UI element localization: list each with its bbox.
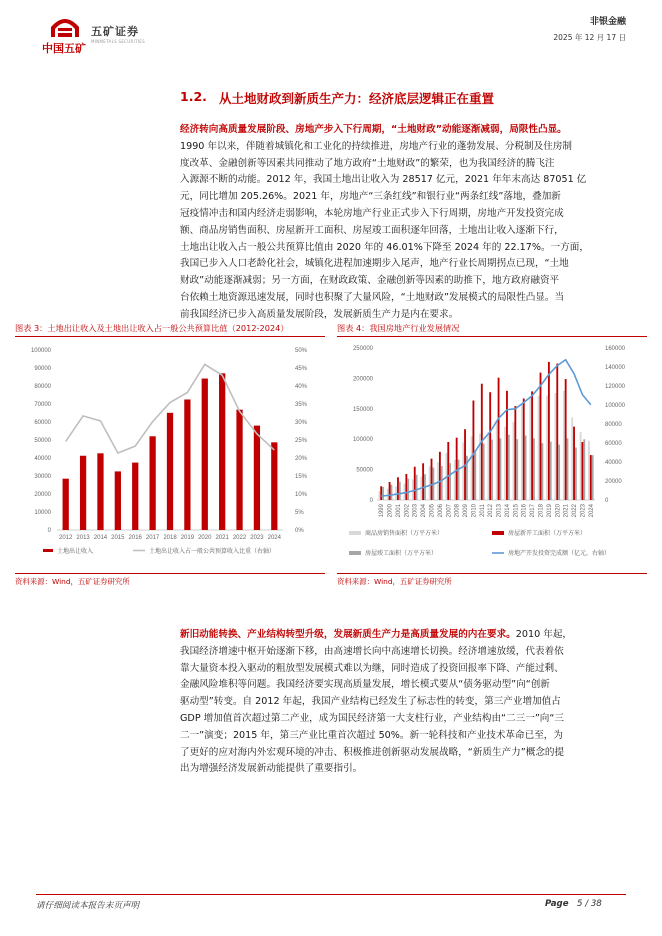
y-right-tick-label: 15%: [295, 474, 308, 480]
y-right-tick-label: 0: [605, 498, 609, 504]
y-right-tick-label: 160000: [605, 346, 626, 352]
bar-new-start-area: [506, 391, 508, 500]
x-tick-label: 2023: [250, 535, 264, 541]
y-left-tick-label: 100000: [352, 437, 373, 444]
y-right-tick-label: 10%: [295, 492, 308, 498]
bar-completed-area: [382, 487, 384, 500]
paragraph-line: 金融风险堆积等问题。我国经济要实现高质量发展，增长模式要从“债务驱动型”向“创新: [180, 679, 550, 691]
bar-completed-area: [533, 438, 535, 500]
legend-new-start-area-swatch: [492, 531, 504, 535]
footer-disclaimer: 请仔细阅读本报告末页声明: [36, 901, 140, 911]
paragraph-lead: 新旧动能转换、产业结构转型升级，发展新质生产力是高质量发展的内在要求。2010 年起，: [180, 629, 573, 640]
bar-sales-area: [387, 489, 389, 500]
legend-sales-area-label: 商品房销售面积（万平方米）: [365, 531, 444, 537]
x-tick-label: 2016: [521, 504, 528, 518]
footer-page-number: 5 / 38: [577, 899, 602, 909]
x-tick-label: 2022: [572, 504, 579, 518]
bar-completed-area: [449, 463, 451, 500]
x-tick-label: 2021: [563, 504, 570, 518]
paragraph-land-finance: [180, 122, 626, 324]
bar-sales-area: [454, 460, 456, 500]
x-tick-label: 2009: [463, 504, 470, 518]
x-tick-label: 2017: [530, 504, 537, 518]
bar-sales-area: [462, 442, 464, 500]
paragraph-new-productivity: [180, 627, 626, 778]
x-tick-label: 2005: [429, 504, 436, 518]
bar-completed-area: [592, 455, 594, 500]
x-tick-label: 2014: [93, 535, 108, 541]
bar-land-revenue: [254, 426, 260, 530]
x-tick-label: 2024: [267, 535, 281, 541]
paragraph-lead: 经济转向高质量发展阶段、房地产步入下行周期，“土地财政”动能逐渐减弱，局限性凸显。: [180, 124, 567, 135]
bar-sales-area: [378, 491, 380, 500]
paragraph-line: 土地出让收入占一般公共预算比值由 2020 年的 46.01%下降至 2024 年的 22.17%。一方面，: [180, 241, 589, 253]
bar-sales-area: [412, 479, 414, 500]
paragraph-line: 我国经济增速中枢开始逐渐下移，由高速增长向中高速增长切换。经济增速放缓，代表着依: [180, 645, 564, 657]
bar-land-revenue: [167, 413, 173, 530]
y-right-tick-label: 0%: [295, 528, 304, 534]
bar-completed-area: [441, 466, 443, 500]
bar-new-start-area: [582, 442, 584, 500]
paragraph-line: 入源源不断的动能。2012 年，我国土地出让收入为 28517 亿元，2021 年年末高达 87051 亿: [180, 174, 587, 186]
y-left-tick-label: 100000: [30, 348, 51, 354]
x-tick-label: 2023: [580, 504, 587, 518]
y-left-tick-label: 80000: [34, 384, 51, 390]
legend-new-start-area-label: 房屋新开工面积（万平方米）: [508, 531, 587, 537]
bar-completed-area: [541, 443, 543, 500]
paragraph-line: 冠疫情冲击和国内经济走弱影响，本轮房地产行业正式步入下行周期，房地产开发投资完成: [180, 207, 564, 219]
bar-new-start-area: [397, 477, 399, 500]
y-left-tick-label: 0: [369, 498, 373, 504]
y-left-tick-label: 10000: [34, 510, 51, 516]
bar-completed-area: [399, 482, 401, 500]
bar-completed-area: [499, 438, 501, 500]
bar-completed-area: [483, 444, 485, 500]
bar-land-revenue: [115, 471, 121, 530]
x-tick-label: 2002: [404, 504, 411, 518]
bar-completed-area: [583, 439, 585, 500]
bar-new-start-area: [514, 406, 516, 500]
bar-sales-area: [588, 441, 590, 500]
bar-new-start-area: [573, 427, 575, 500]
bar-land-revenue: [149, 436, 155, 530]
bar-completed-area: [516, 439, 518, 500]
bar-land-revenue: [271, 442, 277, 530]
figure4-title: 图表 4：我国房地产行业发展情况: [337, 323, 460, 333]
bar-sales-area: [487, 432, 489, 500]
y-right-tick-label: 40000: [605, 460, 622, 466]
y-right-tick-label: 60000: [605, 441, 622, 447]
x-tick-label: 2016: [128, 535, 142, 541]
x-tick-label: 2021: [215, 535, 229, 541]
figure4-chart: [337, 340, 647, 572]
y-right-tick-label: 120000: [605, 384, 626, 390]
x-tick-label: 2008: [454, 504, 461, 518]
legend-investment-label: 房地产开发投资完成额（亿元，右轴）: [508, 551, 611, 557]
legend-label-land-revenue: 土地出让收入: [57, 549, 94, 555]
x-tick-label: 2000: [387, 504, 394, 518]
bar-sales-area: [504, 427, 506, 500]
figure4-bottom-rule: [337, 573, 647, 574]
bar-new-start-area: [439, 452, 441, 500]
bar-new-start-area: [405, 474, 407, 500]
x-tick-label: 2015: [513, 504, 520, 518]
bar-land-revenue: [184, 399, 190, 530]
x-tick-label: 2019: [546, 504, 553, 518]
x-tick-label: 2013: [76, 535, 90, 541]
y-right-tick-label: 30%: [295, 420, 308, 426]
y-left-tick-label: 0: [47, 528, 51, 534]
bar-completed-area: [407, 479, 409, 500]
bar-new-start-area: [431, 459, 433, 500]
x-tick-label: 2007: [446, 504, 453, 518]
bar-land-revenue: [202, 379, 208, 530]
x-tick-label: 2024: [588, 504, 595, 518]
x-tick-label: 2020: [198, 535, 212, 541]
x-tick-label: 2012: [488, 504, 495, 518]
bar-completed-area: [575, 448, 577, 500]
bar-completed-area: [491, 440, 493, 500]
paragraph-line: GDP 增加值首次超过第二产业，成为国民经济第一大支柱行业，产业结构由“二三一”向“三: [180, 712, 564, 724]
bar-sales-area: [513, 422, 515, 500]
bar-new-start-area: [414, 467, 416, 500]
y-right-tick-label: 45%: [295, 366, 308, 372]
y-left-tick-label: 200000: [352, 376, 373, 383]
bar-sales-area: [529, 397, 531, 500]
bar-sales-area: [429, 466, 431, 500]
x-tick-label: 2012: [59, 535, 73, 541]
y-left-tick-label: 50000: [34, 438, 51, 444]
x-tick-label: 2015: [111, 535, 125, 541]
bar-sales-area: [521, 404, 523, 500]
bar-new-start-area: [523, 399, 525, 500]
paragraph-line: 靠大量资本投入驱动的粗放型发展模式难以为继，同时造成了投资回报率下降、产能过剩、: [180, 662, 564, 674]
y-right-tick-label: 100000: [605, 403, 626, 409]
x-tick-label: 2017: [145, 535, 160, 541]
x-tick-label: 2010: [471, 504, 478, 518]
legend-sales-area-swatch: [349, 531, 361, 535]
y-right-tick-label: 50%: [295, 348, 308, 354]
section-number: 1.2.: [180, 89, 207, 104]
y-left-tick-label: 70000: [34, 402, 51, 408]
bar-completed-area: [458, 460, 460, 500]
figure3-rule: [15, 336, 325, 337]
x-tick-label: 2013: [496, 504, 503, 518]
y-left-tick-label: 30000: [34, 474, 51, 480]
paragraph-line: 我国已步入人口老龄化社会，城镇化进程加速期步入尾声，地产行业长周期拐点已现，“土地: [180, 258, 569, 270]
x-tick-label: 2011: [479, 504, 486, 517]
y-left-tick-label: 20000: [34, 492, 51, 498]
paragraph-line: 了更好的应对海内外宏观环境的冲击、积极推进创新驱动发展战略，“新质生产力”概念的提: [180, 746, 565, 758]
bar-completed-area: [550, 442, 552, 500]
bar-land-revenue: [80, 456, 86, 530]
bar-new-start-area: [498, 378, 500, 500]
paragraph-line: 元，同比增加 205.26%。2021 年，房地产“三条红线”和银行业“两条红线”落地，叠加新: [180, 191, 561, 203]
bar-completed-area: [416, 475, 418, 500]
bar-sales-area: [555, 393, 557, 500]
bar-sales-area: [563, 391, 565, 500]
bar-sales-area: [571, 417, 573, 500]
y-right-tick-label: 35%: [295, 402, 308, 408]
y-right-tick-label: 25%: [295, 438, 308, 444]
brand-block: [91, 23, 145, 44]
x-tick-label: 2014: [504, 504, 511, 518]
x-tick-label: 2022: [232, 535, 247, 541]
y-right-tick-label: 20000: [605, 479, 622, 485]
legend-swatch-land-revenue: [43, 549, 53, 552]
brand-name: 五矿证券: [91, 25, 139, 38]
bar-new-start-area: [380, 486, 382, 500]
paragraph-line: 出为增强经济发展新动能提供了重要指引。: [180, 763, 363, 775]
bar-new-start-area: [422, 463, 424, 500]
x-tick-label: 2001: [395, 504, 402, 518]
bar-land-revenue: [97, 453, 103, 530]
paragraph-line: 前我国经济已步入高质量发展阶段，发展新质生产力是内在要求。: [180, 308, 459, 320]
y-right-tick-label: 140000: [605, 365, 626, 371]
y-right-tick-label: 80000: [605, 422, 622, 428]
bar-new-start-area: [473, 401, 475, 500]
y-left-tick-label: 250000: [352, 346, 373, 352]
x-tick-label: 2019: [180, 535, 195, 541]
figure3-source: 资料来源：Wind，五矿证券研究所: [15, 577, 130, 586]
figure3-bottom-rule: [15, 573, 325, 574]
figure3-chart: [15, 340, 325, 572]
bar-sales-area: [546, 396, 548, 500]
company-logo: [42, 13, 86, 53]
bar-new-start-area: [456, 438, 458, 500]
paragraph-line: 财政”动能逐渐减弱；另一方面，在财政政策、金融创新等因素的助推下，地方政府融资平: [180, 275, 560, 287]
section-title: 从土地财政到新质生产力：经济底层逻辑正在重置: [219, 91, 495, 106]
bar-completed-area: [525, 435, 527, 500]
bar-new-start-area: [548, 362, 550, 500]
bar-completed-area: [567, 438, 569, 500]
bar-new-start-area: [565, 379, 567, 500]
y-right-tick-label: 5%: [295, 510, 304, 516]
legend-completed-area-swatch: [349, 551, 361, 555]
footer-page-label: Page: [545, 899, 569, 909]
bar-completed-area: [508, 435, 510, 500]
minmetals-logo-icon: [45, 13, 85, 39]
bar-sales-area: [471, 436, 473, 500]
bar-new-start-area: [556, 364, 558, 500]
bar-new-start-area: [447, 442, 449, 500]
paragraph-line: 1990 年以来，伴随着城镇化和工业化的持续推进，房地产行业的蓬勃发展、分税制及住房制: [180, 140, 573, 152]
bar-land-revenue: [132, 463, 138, 530]
bar-new-start-area: [389, 482, 391, 500]
legend-label-share: 土地出让收入占一般公共预算收入比重（右轴）: [149, 549, 276, 555]
x-tick-label: 2018: [538, 504, 545, 518]
paragraph-line: 二一”演变；2015 年，第三产业比重首次超过 50%。新一轮科技和产业技术革命已至，为: [180, 729, 563, 741]
x-tick-label: 2018: [163, 535, 177, 541]
brand-subtitle: MINMETALS SECURITIES: [91, 39, 145, 44]
bar-completed-area: [390, 485, 392, 500]
x-tick-label: 2004: [421, 504, 428, 518]
paragraph-line: 驱动型”转变。自 2012 年起，我国产业结构已经发生了标志性的转变，第三产业增加值占: [180, 696, 561, 708]
bar-land-revenue: [236, 410, 242, 530]
bar-sales-area: [395, 486, 397, 500]
x-tick-label: 2006: [437, 504, 444, 518]
y-left-tick-label: 90000: [34, 366, 51, 372]
bar-sales-area: [580, 432, 582, 500]
x-tick-label: 1999: [379, 504, 386, 518]
bar-land-revenue: [219, 373, 225, 530]
footer-divider: [36, 894, 626, 895]
bar-completed-area: [558, 445, 560, 500]
paragraph-line: 台依赖土地资源迅速发展，同时也积聚了大量风险，“土地财政”发展模式的局限性凸显。当: [180, 291, 565, 303]
x-tick-label: 2003: [412, 504, 419, 518]
report-date: 2025 年 12 月 17 日: [553, 33, 626, 42]
bar-sales-area: [538, 396, 540, 500]
figure3-title: 图表 3：土地出让收入及土地出让收入占一般公共预算比值（2012-2024）: [15, 323, 289, 333]
bar-sales-area: [404, 484, 406, 500]
y-left-tick-label: 60000: [34, 420, 51, 426]
bar-new-start-area: [590, 455, 592, 500]
y-left-tick-label: 150000: [352, 406, 373, 413]
bar-land-revenue: [63, 479, 69, 530]
y-right-tick-label: 40%: [295, 384, 308, 390]
bar-new-start-area: [489, 392, 491, 500]
bar-sales-area: [496, 421, 498, 500]
bar-new-start-area: [540, 373, 542, 500]
paragraph-line: 额、商品房销售面积、房屋新开工面积、房屋竣工面积逐年回落，土地出让收入逐渐下行，: [180, 224, 564, 236]
paragraph-line: 度改革、金融创新等因素共同推动了地方政府“土地财政”的繁荣，也为我国经济的腾飞注: [180, 157, 555, 169]
bar-new-start-area: [531, 391, 533, 500]
figure4-rule: [337, 336, 647, 337]
legend-completed-area-label: 房屋竣工面积（万平方米）: [365, 551, 438, 557]
y-left-tick-label: 50000: [356, 467, 373, 474]
y-left-tick-label: 40000: [34, 456, 51, 462]
x-tick-label: 2020: [555, 504, 562, 518]
logo-company-text: 中国五矿: [42, 42, 86, 55]
figure4-source: 资料来源：Wind，五矿证券研究所: [337, 577, 452, 586]
bar-completed-area: [474, 452, 476, 500]
report-category: 非银金融: [589, 17, 626, 27]
y-right-tick-label: 20%: [295, 456, 308, 462]
